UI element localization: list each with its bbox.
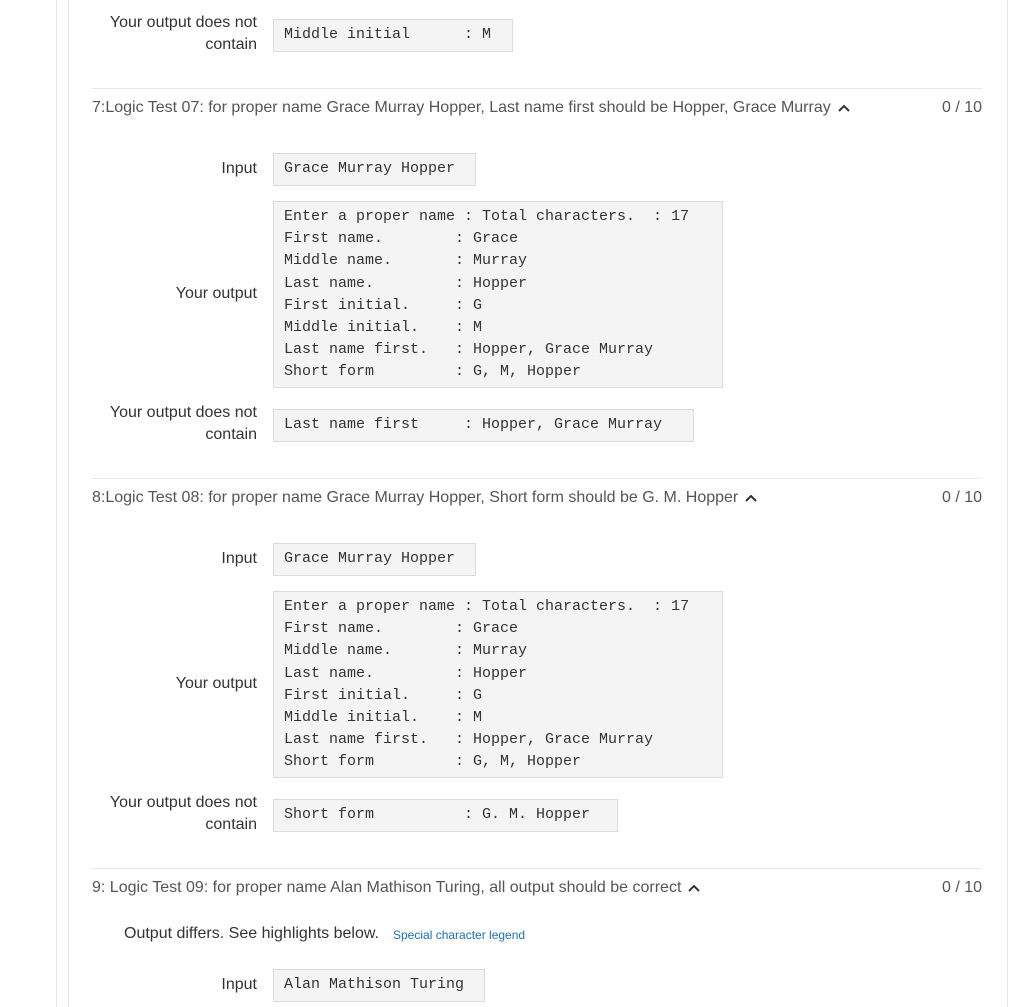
test-title: 9: Logic Test 09: for proper name Alan Mathison Turing, all output should be correct <box>92 879 682 896</box>
output-value: Enter a proper name : Total characters. : 17 First name. : Grace Middle name. : Murray Last name. : Hopper First initial. : G Middle initial. : M Last name first. : Hopper, Grace Murray Short form : G, M, Hopper <box>273 591 723 778</box>
not-contain-label: Your output does not contain <box>109 404 257 443</box>
not-contain-value: Short form : G. M. Hopper <box>273 799 618 832</box>
chevron-up-icon[interactable] <box>687 881 701 895</box>
diff-message: Output differs. See highlights below. <box>124 925 379 942</box>
divider <box>92 478 982 479</box>
test-score: 0 / 10 <box>941 879 982 896</box>
output-value: Enter a proper name : Total characters. : 17 First name. : Grace Middle name. : Murray Last name. : Hopper First initial. : G Middle initial. : M Last name first. : Hopper, Grace Murray Short form : G, M, Hopper <box>273 201 723 388</box>
test-7-header[interactable] <box>92 97 851 119</box>
input-label: Input <box>221 976 257 993</box>
input-value: Alan Mathison Turing <box>273 969 485 1002</box>
output-label: Your output <box>175 285 257 302</box>
input-label: Input <box>221 550 257 567</box>
test-title: 8:Logic Test 08: for proper name Grace Murray Hopper, Short form should be G. M. Hopper <box>92 489 739 506</box>
special-character-legend-link[interactable]: Special character legend <box>393 928 526 942</box>
test-title: 7:Logic Test 07: for proper name Grace Murray Hopper, Last name first should be Hopper, Grace Murray <box>92 99 831 116</box>
input-value: Grace Murray Hopper <box>273 153 476 186</box>
divider <box>92 868 982 869</box>
chevron-up-icon[interactable] <box>837 101 851 115</box>
not-contain-value: Last name first : Hopper, Grace Murray <box>273 409 694 442</box>
test-score: 0 / 10 <box>941 99 982 116</box>
not-contain-label: Your output does not contain <box>109 14 257 53</box>
test-score: 0 / 10 <box>941 489 982 506</box>
test-9-header[interactable] <box>92 877 701 899</box>
divider <box>92 88 982 89</box>
chevron-up-icon[interactable] <box>744 491 758 505</box>
input-value: Grace Murray Hopper <box>273 543 476 576</box>
output-label: Your output <box>175 675 257 692</box>
test-8-header[interactable] <box>92 487 758 509</box>
input-label: Input <box>221 160 257 177</box>
not-contain-value: Middle initial : M <box>273 19 513 52</box>
not-contain-label: Your output does not contain <box>109 794 257 833</box>
